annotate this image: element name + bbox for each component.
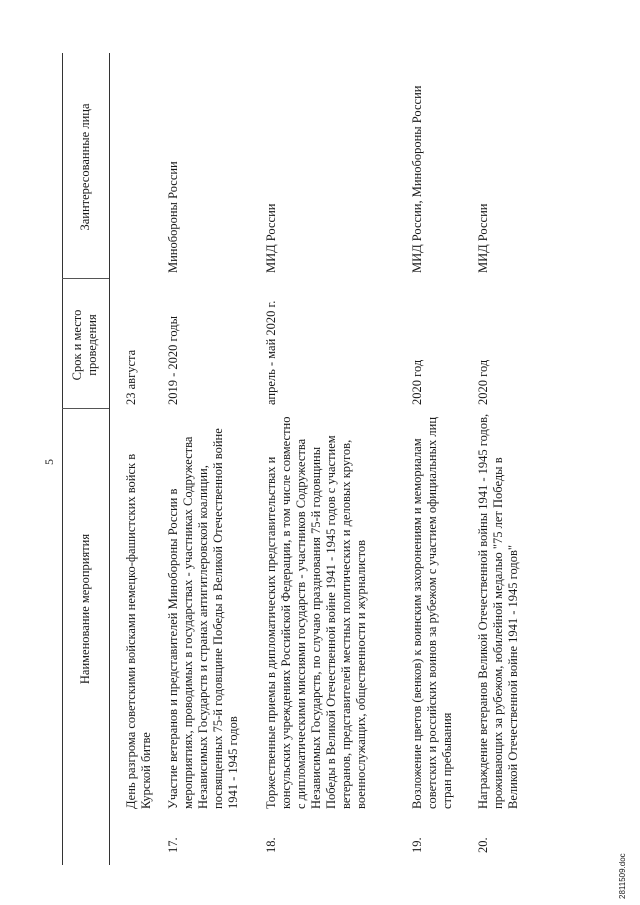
row-number: 19. <box>410 837 424 853</box>
page-number: 5 <box>42 459 56 465</box>
event-parties: МИД России, Минобороны России <box>410 85 424 273</box>
event-name: Участие ветеранов и представителей Минобороны России в мероприятиях, проводимых в государствах - участниках Содружества Независимых Государств и странах антигитлеровской коалиции, посвященных 75-й годовщине Победы в Великой Отечественной войне 1941 - 1945 годов <box>166 428 240 809</box>
row-number: 20. <box>476 837 490 853</box>
event-term: 2020 год <box>476 359 490 405</box>
row-number: 18. <box>264 837 278 853</box>
table-top-border <box>62 53 63 865</box>
event-term: 23 августа <box>124 349 138 405</box>
event-parties: Минобороны России <box>166 161 180 273</box>
event-term: 2019 - 2020 годы <box>166 315 180 405</box>
event-name: День разгрома советскими войсками немецко-фашистских войск в Курской битве <box>124 453 153 809</box>
header-parties: Заинтересованные лица <box>78 103 92 231</box>
event-name: Возложение цветов (венков) к воинским захоронениям и мемориалам советских и российских воинов за рубежом с участием официальных лиц стран пребывания <box>410 416 454 809</box>
event-parties: МИД России <box>264 203 278 273</box>
event-name: Награждение ветеранов Великой Отечественной войны 1941 - 1945 годов, проживающих за рубежом, юбилейной медалью "75 лет Победы в Великой Отечественной войне 1941 - 1945 годов" <box>476 413 520 809</box>
event-term: апрель - май 2020 г. <box>264 300 278 405</box>
row-number: 17. <box>166 837 180 853</box>
document-filename: 2811509.doc <box>618 853 627 899</box>
column-divider <box>62 278 109 279</box>
header-name: Наименование мероприятия <box>78 533 92 685</box>
event-name: Торжественные приемы в дипломатических представительствах и консульских учреждениях Российской Федерации, в том числе совместно с дипломатическими миссиями государств - участников Содружества Независимых Государств, по случаю празднования 75-й годовщины Победы в Великой Отечественной войне 1941 - 1945 годов с участием ветеранов, представителей местных политических и деловых кругов, военнослужащих, общественности и журналистов <box>264 416 368 809</box>
header-term: Срок и место проведения <box>70 309 99 381</box>
event-parties: МИД России <box>476 203 490 273</box>
event-term: 2020 год <box>410 359 424 405</box>
header-bottom-border <box>109 53 110 865</box>
